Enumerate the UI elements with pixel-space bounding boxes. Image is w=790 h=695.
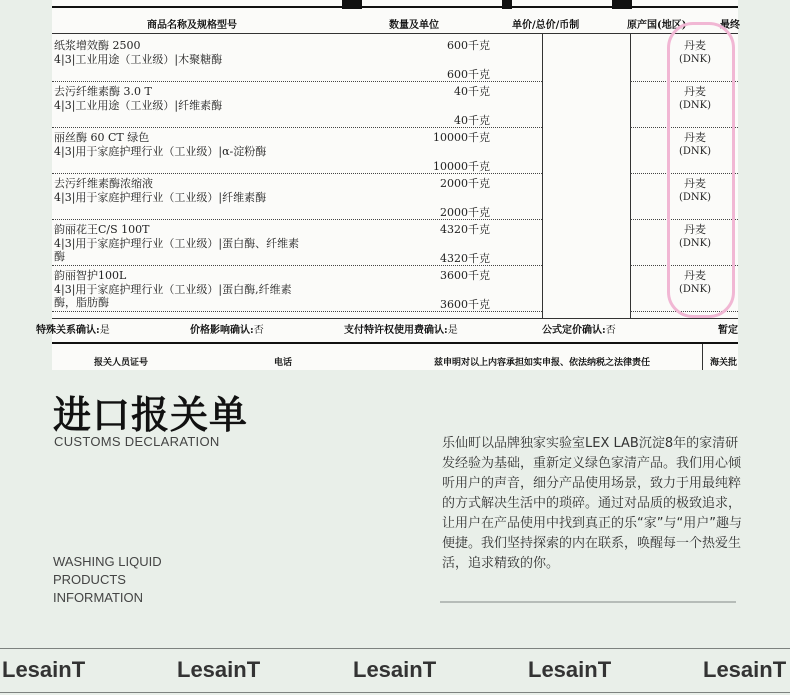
confirm-rule [52,318,738,319]
quantity-legal: 2000千克 [440,206,490,219]
form-top-mark [502,0,512,9]
header-quantity-unit: 数量及单位 [389,20,439,31]
price-impact-confirm: 价格影响确认:否 [190,325,264,336]
pending-label: 暂定 [718,325,738,336]
quantity: 10000千克 [433,131,490,144]
side-info-line: INFORMATION [53,590,144,605]
origin-country: 丹麦 [684,177,706,190]
customs-approval-label: 海关批 [710,358,738,368]
header-name-spec: 商品名称及规格型号 [147,20,237,31]
origin-code: (DNK) [678,238,712,249]
description-rule [440,601,736,603]
footer-divider [702,344,703,370]
quantity: 3600千克 [440,269,490,282]
quantity-legal: 10000千克 [433,160,490,173]
origin-highlight-oval [667,22,735,318]
origin-country: 丹麦 [684,223,706,236]
header-final: 最终 [720,20,740,31]
footer-rule [52,342,738,344]
product-name: 去污纤维素酶浓缩液 [54,177,153,190]
form-top-mark [342,0,362,9]
quantity: 4320千克 [440,223,490,236]
quantity-legal: 40千克 [454,114,490,127]
customs-form-scan [36,0,740,370]
brand-logo-text: LesainT [703,657,787,682]
quantity: 2000千克 [440,177,490,190]
special-relation-confirm: 特殊关系确认:是 [36,325,110,336]
side-info-line: PRODUCTS [53,572,126,587]
header-unit-price: 单价/总价/币制 [512,20,580,31]
origin-code: (DNK) [678,100,712,111]
quantity-legal: 600千克 [447,68,490,81]
form-top-mark [612,0,632,9]
side-info-line: WASHING LIQUID [53,554,162,569]
brand-logo-text: LesainT [177,657,261,682]
brand-logo-text: LesainT [2,657,86,682]
goods-row [52,266,738,312]
header-origin: 原产国(地区) [627,20,687,31]
product-name: 韵丽智护100L [54,269,127,282]
product-name: 丽丝酶 60 CT 绿色 [54,131,150,144]
header-rule [52,33,738,34]
origin-code: (DNK) [678,146,712,157]
phone-label: 电话 [274,358,293,368]
goods-row [52,174,738,220]
page-subtitle: CUSTOMS DECLARATION [54,434,220,449]
product-description: 4|3|工业用途（工业级）|木聚糖酶 [54,53,223,66]
origin-country: 丹麦 [684,85,706,98]
origin-code: (DNK) [678,284,712,295]
brand-strip-top-rule [0,648,790,649]
brand-description: 乐仙町以品牌独家实验室LEX LAB沉淀8年的家清研发经验为基础，重新定义绿色家清产品。我们用心倾听用户的声音，细分产品使用场景，致力于用最纯粹的方式解决生活中的琐碎。通过对品质的极致追求，让用户在产品使用中找到真正的乐“家”与“用户”趣与便捷。我们坚持探索的内在联系，唤醒每一个热爱生活，追求精致的你。 [442,436,742,571]
goods-row [52,128,738,174]
page-title: 进口报关单 [53,393,249,437]
formula-pricing-confirm: 公式定价确认:否 [542,325,616,336]
quantity: 600千克 [447,39,490,52]
goods-row [52,36,738,82]
product-name: 纸浆增效酶 2500 [54,39,141,52]
quantity-legal: 4320千克 [440,252,490,265]
quantity-legal: 3600千克 [440,298,490,311]
liability-statement: 兹申明对以上内容承担如实申报、依法纳税之法律责任 [434,358,651,368]
product-description: 4|3|用于家庭护理行业（工业级）|纤维素酶 [54,191,267,204]
quantity: 40千克 [454,85,490,98]
product-name: 去污纤维素酶 3.0 T [54,85,152,98]
origin-country: 丹麦 [684,39,706,52]
product-description: 4|3|用于家庭护理行业（工业级）|α-淀粉酶 [54,145,267,158]
declarant-id-label: 报关人员证号 [94,358,149,368]
brand-strip-bottom-rule [0,692,790,693]
origin-country: 丹麦 [684,131,706,144]
product-description: 4|3|用于家庭护理行业（工业级）|蛋白酶、纤维素 [54,237,300,250]
brand-logo-text: LesainT [353,657,437,682]
side-info [53,553,162,607]
origin-code: (DNK) [678,54,712,65]
product-name: 韵丽花王C/S 100T [54,223,150,236]
goods-row [52,82,738,128]
brand-logo-text: LesainT [528,657,612,682]
goods-row [52,220,738,266]
product-description-cont: 酶，脂肪酶 [54,296,109,309]
form-top-rule [52,6,738,8]
royalty-confirm: 支付特许权使用费确认:是 [344,325,458,336]
origin-country: 丹麦 [684,269,706,282]
product-description: 4|3|工业用途（工业级）|纤维素酶 [54,99,223,112]
product-description: 4|3|用于家庭护理行业（工业级）|蛋白酶,纤维素 [54,283,292,296]
origin-code: (DNK) [678,192,712,203]
row-separator [52,311,542,312]
product-description-cont: 酶 [54,250,65,263]
